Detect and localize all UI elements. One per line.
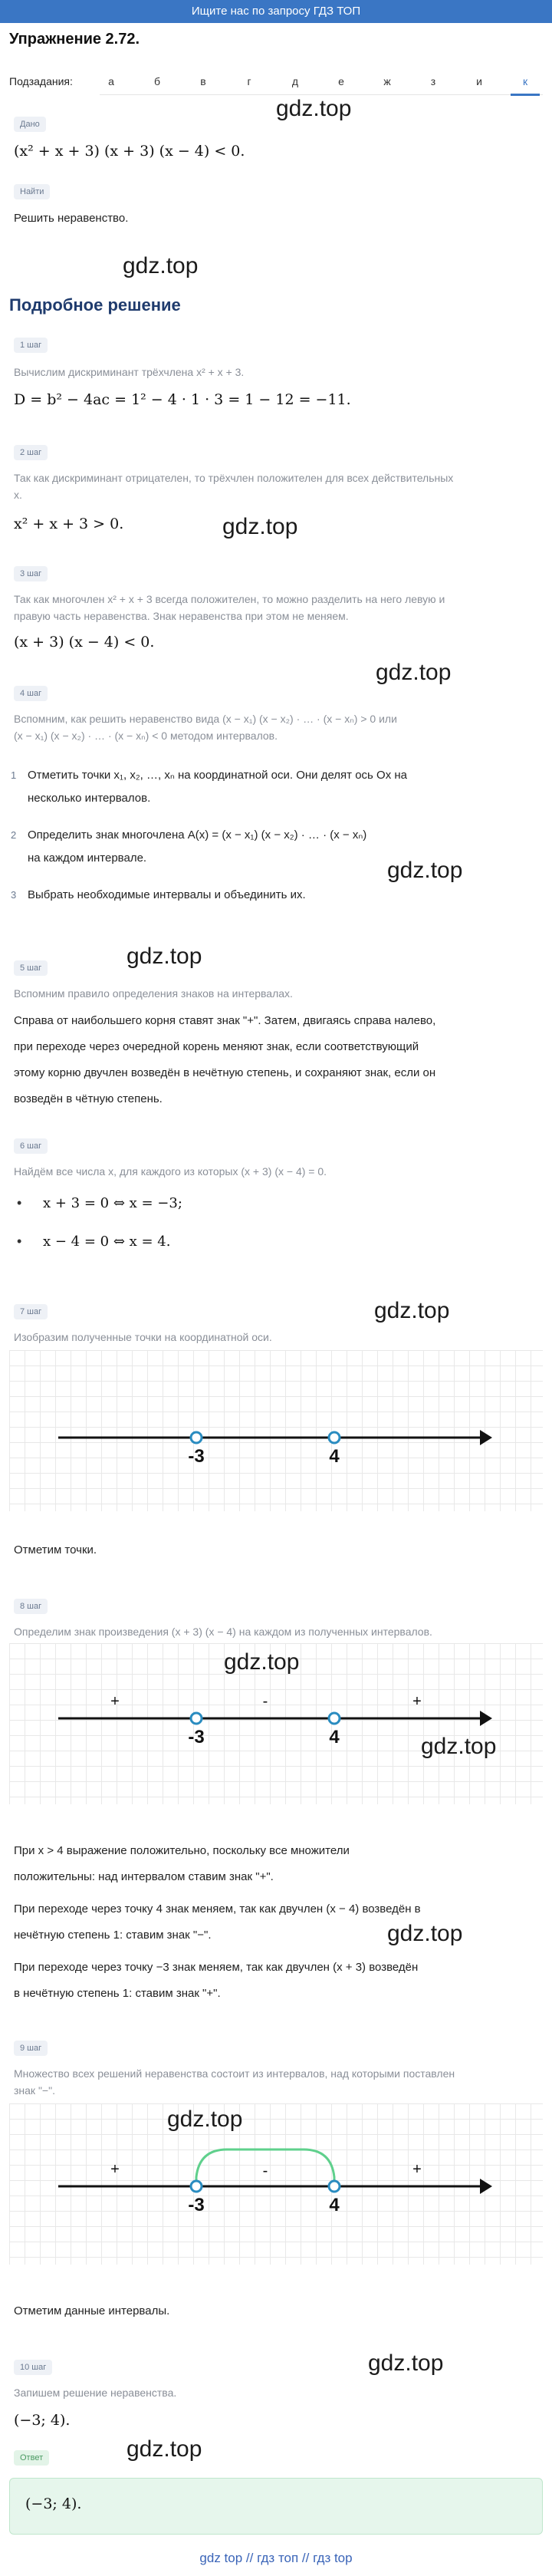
step-3-formula: (x + 3) (x − 4) < 0. xyxy=(14,634,155,651)
tab-k[interactable]: к xyxy=(514,75,537,87)
step-4-badge: 4 шаг xyxy=(14,686,48,701)
given-formula: (x² + x + 3) (x + 3) (x − 4) < 0. xyxy=(14,143,245,160)
tab-e[interactable]: е xyxy=(338,75,344,87)
page-title: Упражнение 2.72. xyxy=(9,31,140,48)
step-10-text: Запишем решение неравенства. xyxy=(14,2387,177,2399)
point-marker xyxy=(191,1713,202,1724)
step-1-badge: 1 шаг xyxy=(14,338,48,353)
list-item: Определить знак многочлена A(x) = (x − x₁) (x − x₂) · … · (x − xₙ) xyxy=(28,828,367,842)
point-label: -3 xyxy=(188,1446,205,1467)
step-10-badge: 10 шаг xyxy=(14,2360,52,2375)
step-5-text: Вспомним правило определения знаков на интервалах. xyxy=(14,987,293,1000)
top-banner[interactable]: Ищите нас по запросу ГДЗ ТОП xyxy=(0,0,552,23)
step-6-badge: 6 шаг xyxy=(14,1138,48,1154)
step-2-formula: x² + x + 3 > 0. xyxy=(14,516,124,532)
step-8-explanation: положительны: над интервалом ставим знак "+". xyxy=(14,1870,274,1883)
tab-zh[interactable]: ж xyxy=(383,75,391,87)
step-8-badge: 8 шаг xyxy=(14,1599,48,1614)
step-2-text: Так как дискриминант отрицателен, то трёхчлен положителен для всех действительных xyxy=(14,472,454,484)
point-marker xyxy=(329,1432,340,1443)
watermark: gdz.top xyxy=(127,944,202,969)
step-3-text: правую часть неравенства. Знак неравенства при этом не меняем. xyxy=(14,610,349,622)
list-item-number: 3 xyxy=(11,889,17,901)
tab-z[interactable]: з xyxy=(430,75,436,87)
step-2-text: x. xyxy=(14,489,22,501)
tab-g[interactable]: г xyxy=(247,75,251,87)
point-label: 4 xyxy=(329,1446,340,1467)
step-9-text: Множество всех решений неравенства состоит из интервалов, над которыми поставлен xyxy=(14,2067,455,2080)
find-badge: Найти xyxy=(14,184,50,199)
list-item: несколько интервалов. xyxy=(28,792,151,805)
answer-badge: Ответ xyxy=(14,2450,49,2466)
axis-arrow xyxy=(480,2179,492,2194)
step-3-badge: 3 шаг xyxy=(14,566,48,581)
answer-formula: (−3; 4). xyxy=(25,2495,82,2512)
footer-links[interactable]: gdz top // гдз топ // гдз top xyxy=(199,2551,353,2565)
sign-label: + xyxy=(412,2161,422,2178)
number-line-3 xyxy=(9,2103,543,2265)
step-8-explanation: нечётную степень 1: ставим знак "−". xyxy=(14,1929,212,1942)
step-6-root: x − 4 = 0 ⇔ x = 4. xyxy=(43,1234,171,1250)
point-label: 4 xyxy=(329,1727,340,1748)
axis-arrow xyxy=(480,1711,492,1726)
point-label: 4 xyxy=(329,2195,340,2215)
list-item: Отметить точки x₁, x₂, …, xₙ на координатной оси. Они делят ось Ox на xyxy=(28,769,407,782)
number-line-1 xyxy=(9,1350,543,1511)
list-item: Выбрать необходимые интервалы и объединить их. xyxy=(28,888,306,901)
tab-a[interactable]: а xyxy=(108,75,114,87)
sign-label: - xyxy=(262,2163,268,2179)
watermark: gdz.top xyxy=(123,253,199,278)
bullet-dot: • xyxy=(17,1195,22,1211)
step-4-text: Вспомним, как решить неравенство вида (x − x₁) (x − x₂) · … · (x − xₙ) > 0 или xyxy=(14,713,397,725)
step-5-rule: при переходе через очередной корень меняют знак, если соответствующий xyxy=(14,1040,419,1053)
step-9-text: знак "−". xyxy=(14,2084,55,2097)
tab-d[interactable]: д xyxy=(291,75,299,87)
watermark: gdz.top xyxy=(374,1298,450,1323)
list-item-number: 2 xyxy=(11,829,17,841)
subtask-nav xyxy=(9,71,543,95)
axis-arrow xyxy=(480,1430,492,1445)
step-1-formula: D = b² − 4ac = 1² − 4 · 1 · 3 = 1 − 12 = −11. xyxy=(14,391,351,408)
point-label: -3 xyxy=(188,2195,205,2215)
sign-label: + xyxy=(110,1693,120,1710)
watermark: gdz.top xyxy=(387,858,463,883)
watermark: gdz.top xyxy=(421,1734,497,1759)
subtask-tabs xyxy=(100,71,543,95)
point-marker xyxy=(329,1713,340,1724)
watermark: gdz.top xyxy=(127,2436,202,2462)
point-marker xyxy=(191,2181,202,2192)
list-item: на каждом интервале. xyxy=(28,852,147,865)
list-item-number: 1 xyxy=(11,769,17,781)
tab-v[interactable]: в xyxy=(200,75,206,87)
step-5-rule: этому корню двучлен возведён в нечётную степень, и сохраняют знак, если он xyxy=(14,1066,436,1079)
sign-label: + xyxy=(412,1693,422,1710)
step-1-text: Вычислим дискриминант трёхчлена x² + x + 3. xyxy=(14,366,245,378)
watermark: gdz.top xyxy=(376,660,452,685)
bullet-dot: • xyxy=(17,1234,22,1249)
step-2-badge: 2 шаг xyxy=(14,445,48,460)
point-marker xyxy=(329,2181,340,2192)
tab-b[interactable]: б xyxy=(153,75,161,87)
step-8-explanation: При x > 4 выражение положительно, поскольку все множители xyxy=(14,1844,350,1857)
step-8-explanation: в нечётную степень 1: ставим знак "+". xyxy=(14,1987,221,2000)
step-3-text: Так как многочлен x² + x + 3 всегда положителен, то можно разделить на него левую и xyxy=(14,593,445,605)
step-5-badge: 5 шаг xyxy=(14,960,48,976)
step-9-badge: 9 шаг xyxy=(14,2041,48,2056)
watermark: gdz.top xyxy=(167,2107,243,2132)
point-marker xyxy=(191,1432,202,1443)
step-7-after: Отметим точки. xyxy=(14,1543,97,1556)
find-text: Решить неравенство. xyxy=(14,212,129,225)
step-8-explanation: При переходе через точку −3 знак меняем, так как двучлен (x + 3) возведён xyxy=(14,1961,419,1974)
watermark: gdz.top xyxy=(387,1921,463,1946)
step-6-root: x + 3 = 0 ⇔ x = −3; xyxy=(43,1195,182,1211)
answer-box xyxy=(9,2478,543,2535)
sign-label: - xyxy=(262,1693,268,1710)
step-5-rule: Справа от наибольшего корня ставят знак "+". Затем, двигаясь справа налево, xyxy=(14,1014,436,1027)
watermark: gdz.top xyxy=(368,2350,444,2376)
watermark: gdz.top xyxy=(276,96,352,121)
step-5-rule: возведён в чётную степень. xyxy=(14,1092,163,1105)
step-6-text: Найдём все числа x, для каждого из которых (x + 3) (x − 4) = 0. xyxy=(14,1165,327,1178)
step-9-after: Отметим данные интервалы. xyxy=(14,2304,170,2317)
watermark: gdz.top xyxy=(222,514,298,539)
step-7-text: Изобразим полученные точки на координатной оси. xyxy=(14,1331,272,1343)
solution-heading: Подробное решение xyxy=(9,295,181,315)
step-8-explanation: При переходе через точку 4 знак меняем, так как двучлен (x − 4) возведён в xyxy=(14,1902,421,1916)
step-7-badge: 7 шаг xyxy=(14,1304,48,1319)
step-10-formula: (−3; 4). xyxy=(14,2412,71,2429)
tab-i[interactable]: и xyxy=(476,75,482,87)
step-4-text: (x − x₁) (x − x₂) · … · (x − xₙ) < 0 методом интервалов. xyxy=(14,730,278,742)
point-label: -3 xyxy=(188,1727,205,1748)
watermark: gdz.top xyxy=(224,1649,300,1675)
subtask-label: Подзадания: xyxy=(9,75,73,87)
number-line-2 xyxy=(9,1643,543,1804)
step-8-text: Определим знак произведения (x + 3) (x − 4) на каждом из полученных интервалов. xyxy=(14,1626,432,1638)
given-badge: Дано xyxy=(14,117,46,132)
sign-label: + xyxy=(110,2161,120,2178)
